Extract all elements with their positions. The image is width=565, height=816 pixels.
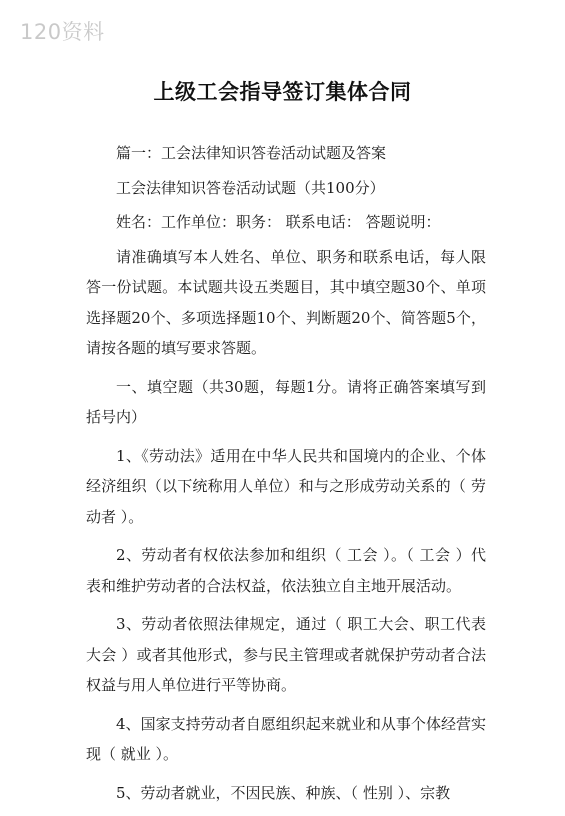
question-item: 5、劳动者就业，不因民族、种族、（ 性别 ）、宗教 bbox=[116, 783, 451, 802]
form-fields-line: 姓名：工作单位：职务： 联系电话： 答题说明： bbox=[116, 213, 441, 231]
document-body bbox=[86, 138, 486, 816]
question-item: 2、劳动者有权依法参加和组织（ 工会 ）。（ 工会 ）代表和维护劳动者的合法权益，依法独立自主地开展活动。 bbox=[86, 546, 486, 595]
document-title: 上级工会指导签订集体合同 bbox=[153, 80, 412, 104]
section-heading: 篇一：工会法律知识答卷活动试题及答案 bbox=[116, 144, 387, 162]
question-item: 4、国家支持劳动者自愿组织起来就业和从事个体经营实现（ 就业 ）。 bbox=[86, 714, 486, 763]
question-item: 1、《劳动法》适用在中华人民共和国境内的企业、个体经济组织（以下统称用人单位）和与之形成劳动关系的（ 劳动者 ）。 bbox=[86, 446, 486, 526]
instructions-paragraph: 请准确填写本人姓名、单位、职务和联系电话，每人限答一份试题。本试题共设五类题目，其中填空题30个、单项选择题20个、多项选择题10个、判断题20个、简答题5个，请按各题的填写要求答题。 bbox=[86, 247, 486, 357]
question-section-heading: 一、填空题（共30题，每题1分。请将正确答案填写到括号内） bbox=[86, 377, 486, 426]
question-item: 3、劳动者依照法律规定，通过（ 职工大会、职工代表大会 ）或者其他形式，参与民主管理或者就保护劳动者合法权益与用人单位进行平等协商。 bbox=[86, 615, 486, 694]
watermark: 120资料 bbox=[20, 20, 105, 44]
exam-title: 工会法律知识答卷活动试题（共100分） bbox=[116, 178, 385, 197]
